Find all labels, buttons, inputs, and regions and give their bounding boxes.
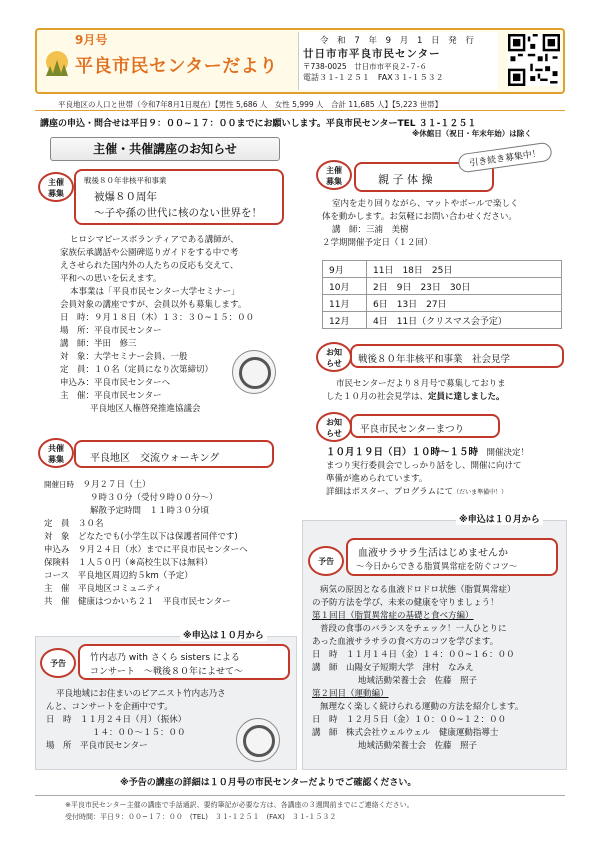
walk-l10: 共 催 健康はつかいち２１ 平良市民センター — [44, 597, 231, 607]
footer-notice: ※予告の講座の詳細は１０月号の市民センターだよりでご確認ください。 — [120, 778, 417, 788]
row-days: 2日 9日 23日 30日 — [367, 278, 562, 295]
concert-title-1: 竹内志乃 with さくら sisters による — [90, 653, 240, 663]
moon-logo-icon — [42, 48, 72, 80]
tour-p2b: 定員に達しました。 — [428, 392, 505, 402]
walk-l9: 主 催 平良地区コミュニティ — [44, 584, 163, 594]
peace-p4: 平和への思いを伝えます。 — [60, 274, 162, 284]
walk-l2: ９時３０分（受付９時００分～） — [90, 493, 218, 503]
walk-l1b: ９月２７日（土） — [82, 480, 151, 490]
concert-date-2: １４：００～１５：００ — [92, 728, 186, 738]
section-title: 主催・共催講座のお知らせ — [50, 137, 280, 161]
blood-session-2: 第２回目（運動編） — [312, 689, 389, 699]
tag-notice — [316, 412, 352, 442]
tag-host-recruit — [38, 172, 74, 202]
peace-host: 主 催：平良市民センター — [60, 391, 162, 401]
yoga-p1: 室内を走り回りながら、マットやボールで楽しく — [332, 199, 519, 209]
peace-apply: 申込み：平良市民センターへ — [60, 378, 171, 388]
walk-l7: 保険料 １人５０円（※高校生以下は無料） — [44, 558, 213, 568]
tag-preview — [40, 648, 76, 678]
blood-s1-p1: 普段の食事のバランスをチェック！一人ひとりに — [320, 624, 507, 634]
peace-target: 対 象：大学セミナー会員、一般 — [60, 352, 188, 362]
peace-p6: 会員対象の講座ですが、会員以外も募集します。 — [60, 300, 247, 310]
festival-description — [326, 446, 571, 499]
tag-preview — [308, 546, 344, 576]
peace-subtitle: 戦後８０年非核平和事業 — [84, 176, 167, 185]
row-month: 12月 — [323, 312, 367, 329]
row-month: 9月 — [323, 261, 367, 278]
tag-cohost-recruit — [38, 438, 74, 468]
peace-date: 日 時：９月１８日（木）１３：３０~１５：００ — [60, 313, 255, 323]
blood-title-2: ～今日からできる脂質異常症を防ぐコツ～ — [356, 562, 518, 572]
walk-l3: 解散予定時間 １１時３０分頃 — [90, 506, 210, 516]
tag-text: 主催 募集 — [48, 178, 64, 198]
blood-session-1: 第１回目（脂質異常症の基礎と食べ方編） — [312, 611, 474, 621]
table-row — [323, 261, 562, 278]
row-days: 4日 11日（クリスマス会予定） — [367, 312, 562, 329]
tag-text: 予告 — [50, 659, 66, 668]
blood-s2-lecturer: 講 師 株式会社ウェルウェル 健康運動指導士 — [312, 728, 499, 738]
row-month: 11月 — [323, 295, 367, 312]
yoga-schedule-title: ２学期開催予定日（１２回） — [322, 238, 433, 248]
seminar-stamp-icon — [236, 718, 280, 762]
tag-text: 共催 募集 — [48, 444, 64, 464]
footer-box — [35, 795, 565, 829]
peace-p2: 家族伝承講話や公園碑巡りガイドをする中で考 — [60, 248, 239, 258]
festival-p3b: （だいま準備中！） — [453, 489, 508, 496]
yoga-lecturer: 講 師：三浦 美樹 — [332, 225, 409, 235]
holiday-note: ※休館日（祝日・年末年始）は除く — [412, 129, 532, 138]
blood-s2-p1: 無理なく楽しく続けられる運動の方法を紹介します。 — [320, 702, 524, 712]
festival-date: １０月１９日（日）１０時～１５時 — [326, 447, 479, 458]
peace-capacity: 定 員：１０名（定員になり次第締切） — [60, 365, 214, 375]
table-row — [323, 295, 562, 312]
festival-decided: 開催決定！ — [486, 448, 530, 458]
yoga-title: 親 子 体 操 — [378, 173, 433, 186]
festival-title-box — [350, 414, 500, 438]
festival-title: 平良市民センターまつり — [360, 424, 465, 435]
blood-title-1: 血液サラサラ生活はじめませんか — [358, 548, 508, 559]
blood-s1-p2: あった血液サラサラの食べ方のコツを学びます。 — [312, 637, 499, 647]
concert-date-1: 日 時 １１月２４日（月）（振休） — [46, 715, 187, 725]
peace-title-2: ～子や孫の世代に核のない世界を！ — [94, 207, 262, 219]
walk-title-box — [74, 440, 274, 468]
yoga-recruit-badge: 引き続き募集中！ — [457, 142, 553, 174]
footer-line-1: ※平良市民センター主催の講座で手話通訳、要約筆記が必要な方は、各講座の３週間前までにご連絡ください。 — [65, 801, 414, 809]
publisher-address: 〒738-0025 廿日市市平良２-７-６ — [303, 62, 428, 71]
table-row — [323, 278, 562, 295]
divider — [35, 110, 565, 111]
concert-p1: 平良地域にお住まいのピアニスト竹内志乃さ — [56, 689, 226, 699]
peace-title-box — [74, 169, 284, 225]
walk-l4: 定 員 ３０名 — [44, 519, 104, 529]
blood-s2-lecturer-2: 地域活動栄養士会 佐藤 照子 — [358, 741, 478, 751]
walk-l6: 申込み ９月２４日（水）までに平良市民センターへ — [44, 545, 248, 555]
blood-s2-date: 日 時 １２月５日（金）１０：００~１２：００ — [312, 715, 507, 725]
peace-host-2: 平良地区人権啓発推進協議会 — [90, 404, 201, 414]
tour-p2a: した１０月の社会見学は、 — [326, 392, 429, 402]
tour-p1: 市民センターだより８月号で募集しておりま — [336, 379, 506, 389]
tag-text: お知 らせ — [326, 418, 342, 438]
issue-date: 令 和 7 年 9 月 1 日 発 行 — [319, 36, 478, 46]
blood-title-box — [346, 538, 558, 576]
blood-s1-lecturer: 講 師 山陽女子短期大学 津村 なみえ — [312, 663, 474, 673]
blood-p1: 病気の原因となる血液ドロドロ状態（脂質異常症） — [320, 585, 516, 595]
peace-p1: ヒロシマピースボランティアである講師が、 — [70, 235, 239, 245]
walk-l8: コース 平良地区周辺約５km（予定） — [44, 571, 193, 581]
tag-text: 主催 募集 — [326, 166, 342, 186]
blood-s1-lecturer-2: 地域活動栄養士会 佐藤 照子 — [358, 676, 478, 686]
walk-l5: 対 象 どなたでも(小学生以下は保護者同伴です) — [44, 532, 238, 542]
issue-month: 9月号 — [75, 33, 108, 47]
peace-p5: 本事業は「平良市民センター大学セミナー」 — [70, 287, 240, 297]
tour-title: 戦後８０年非核平和事業 社会見学 — [358, 354, 511, 365]
publisher-box — [298, 32, 498, 90]
walk-details — [44, 478, 304, 609]
tour-title-box — [350, 344, 564, 368]
concert-p2: んと、コンサートを企画中です。 — [46, 702, 173, 712]
festival-p3: 詳細はポスター、プログラムにて — [326, 487, 454, 497]
tag-text: お知 らせ — [326, 348, 342, 368]
blood-note: ※申込は１０月から — [456, 512, 543, 525]
concert-title-2: コンサート ～戦後８０年によせて～ — [90, 667, 244, 677]
walk-l1a: 開催日時 — [44, 480, 74, 489]
footer-line-2: 受付時間：平日９：００~１７：００ (TEL) ３１-１２５１ (FAX) ３１-１５３２ — [65, 813, 337, 821]
peace-p3: えさせられた国内外の人たちの反応も交えて、 — [60, 261, 239, 271]
blood-s1-date: 日 時 １１月１４日（金）１４：００~１６：００ — [312, 650, 515, 660]
tag-notice — [316, 342, 352, 372]
blood-p2: の予防方法を学び、未来の健康を守りましょう！ — [312, 598, 499, 608]
table-row — [323, 312, 562, 329]
row-days: 6日 13日 27日 — [367, 295, 562, 312]
concert-place: 場 所 平良市民センター — [46, 741, 148, 751]
publisher-tel: 電話３１-１２５１ FAX３１-１５３２ — [303, 73, 444, 82]
festival-p1: まつり実行委員会でしっかり話をし、開催に向けて — [326, 461, 522, 471]
contact-line: 講座の申込・問合せは平日９：００~１７：００までにお願いします。平良市民センターTEL ３１-１２５１ — [40, 119, 477, 129]
seminar-stamp-icon — [232, 350, 276, 394]
concert-title-box — [78, 644, 290, 680]
yoga-description — [322, 198, 572, 250]
newsletter-title: 平良市民センターだより — [75, 56, 278, 77]
qr-code-icon[interactable] — [508, 34, 560, 86]
walk-title: 平良地区 交流ウォーキング — [90, 453, 220, 464]
blood-details — [312, 584, 567, 753]
yoga-schedule-table — [322, 260, 562, 329]
tag-text: 予告 — [318, 557, 334, 566]
yoga-p2: 体を動かします。お気軽にお問い合わせください。 — [322, 212, 517, 222]
row-month: 10月 — [323, 278, 367, 295]
row-days: 11日 18日 25日 — [367, 261, 562, 278]
peace-title-1: 被爆８０周年 — [94, 191, 157, 203]
peace-lecturer: 講 師：半田 修三 — [60, 339, 137, 349]
tag-host-recruit — [316, 160, 352, 190]
population-line: 平良地区の人口と世帯（令和7年8月1日現在）【男性 5,686 人 女性 5,999 人 合計 11,685 人】【5,223 世帯】 — [58, 100, 443, 109]
publisher-name: 廿日市市平良市民センター — [303, 48, 441, 60]
concert-note: ※申込は１０月から — [180, 628, 267, 641]
festival-p2: 準備が進められています。 — [326, 474, 428, 484]
peace-place: 場 所：平良市民センター — [60, 326, 162, 336]
tour-description — [326, 378, 566, 404]
